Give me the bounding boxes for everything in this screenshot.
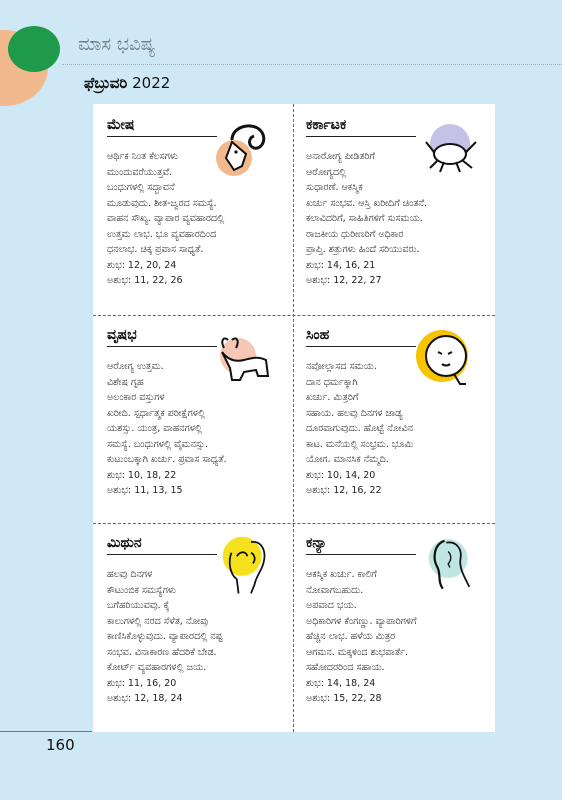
lucky-days: ಶುಭ: 12, 20, 24 bbox=[107, 259, 177, 271]
maiden-icon bbox=[418, 532, 480, 594]
sign-name: ಮಿಥುನ bbox=[107, 535, 142, 551]
text-line: ಕಾಲುಗಳಲ್ಲಿ ನರದ ಸೆಳೆತ, ನೋವು bbox=[107, 615, 209, 627]
text-line: ದೂರವಾಗುವುದು. ಹೊಟ್ಟೆ ನೋವಿನ bbox=[306, 423, 413, 434]
ram-icon bbox=[212, 118, 274, 180]
decorative-green-circle bbox=[8, 26, 60, 72]
page-number: 160 bbox=[46, 736, 75, 754]
text-line: ಅಧಿಕಾರಿಗಳ ಕೆಂಗಣ್ಣು. ವ್ಯಾಪಾರಿಗಳಿಗೆ bbox=[306, 615, 417, 627]
text-line: ಸಹೋದರರಿಂದ ಸಹಾಯ. bbox=[306, 662, 385, 673]
text-line: ಆರ್ಥಿಕ ನಿಂತ ಕೆಲಸಗಳು bbox=[107, 151, 179, 162]
text-line: ಬಗೆಹರಿಯುವವು. ಕೈ bbox=[107, 600, 170, 611]
sign-name: ಕರ್ಕಾಟಕ bbox=[306, 117, 347, 133]
text-line: ಆಗಮನ. ಮಕ್ಕಳಿಂದ ಶುಭವಾರ್ತೆ. bbox=[306, 646, 409, 658]
text-line: ಕಲಾವಿದರಿಗೆ, ಸಾಹಿತಿಗಳಿಗೆ ಸುಸಮಯ. bbox=[306, 213, 423, 224]
text-line: ಕೌಟುಂಬಿಕ ಸಮಸ್ಯೆಗಳು bbox=[107, 584, 177, 596]
sign-name: ಕನ್ಯಾ bbox=[306, 535, 327, 551]
lucky-days: ಶುಭ: 14, 18, 24 bbox=[306, 677, 376, 689]
text-line: ಖರ್ಚು ಸಂಭವ. ಆಸ್ತಿ ಖರೀದಿಗೆ ಚಿಂತನೆ. bbox=[306, 197, 428, 209]
sign-underline bbox=[107, 136, 217, 137]
sign-underline bbox=[306, 136, 416, 137]
sign-name: ವೃಷಭ bbox=[107, 327, 137, 343]
text-line: ಅಲಂಕಾರ ವಸ್ತುಗಳ bbox=[107, 392, 165, 403]
text-line: ಹಲವು ದಿನಗಳ bbox=[107, 569, 153, 580]
text-line: ಆರೋಗ್ಯದಲ್ಲಿ bbox=[306, 166, 347, 178]
lucky-days: ಶುಭ: 10, 14, 20 bbox=[306, 469, 376, 481]
text-line: ಬಂಧುಗಳಲ್ಲಿ ಸದ್ಭಾವನೆ bbox=[107, 182, 175, 193]
lucky-days: ಶುಭ: 10, 18, 22 bbox=[107, 469, 177, 481]
twins-icon bbox=[212, 535, 274, 597]
section-title: ಮಾಸ ಭವಿಷ್ಯ bbox=[78, 34, 156, 55]
sign-underline bbox=[306, 554, 416, 555]
lucky-days: ಶುಭ: 11, 16, 20 bbox=[107, 677, 177, 689]
text-line: ಕೋರ್ಟ್ ವ್ಯವಹಾರಗಳಲ್ಲಿ ಜಯ. bbox=[107, 662, 207, 673]
text-line: ಹೆಚ್ಚಿನ ಲಾಭ. ಹಳೆಯ ಮಿತ್ರರ bbox=[306, 631, 396, 642]
text-line: ಖರ್ಚು. ಮಿತ್ರರಿಗೆ bbox=[306, 392, 359, 403]
text-line: ದಾನ ಧರ್ಮಕ್ಕಾಗಿ bbox=[306, 376, 358, 388]
sign-name: ಮೇಷ bbox=[107, 117, 135, 133]
sign-name: ಸಿಂಹ bbox=[306, 327, 330, 343]
text-line: ಖರೀದಿ. ಸ್ಪರ್ಧಾತ್ಮಕ ಪರೀಕ್ಷೆಗಳಲ್ಲಿ bbox=[107, 407, 206, 419]
text-line: ಆರೋಗ್ಯ ಉತ್ತಮ. bbox=[107, 361, 164, 372]
lucky-days: ಶುಭ: 14, 16, 21 bbox=[306, 259, 376, 271]
sign-underline bbox=[306, 346, 416, 347]
crab-icon bbox=[420, 118, 482, 180]
text-line: ಯಶಸ್ಸು. ಯಂತ್ರ, ವಾಹನಗಳಲ್ಲಿ bbox=[107, 423, 203, 434]
text-line: ಸಮಸ್ಯೆ. ಬಂಧುಗಳಲ್ಲಿ ವೈಮನಸ್ಸು. bbox=[107, 438, 208, 450]
text-line: ಅಪವಾದ ಭಯ. bbox=[306, 600, 357, 611]
text-line: ರಾಜಕೀಯ ಧುರೀಣರಿಗೆ ಅಧಿಕಾರ bbox=[306, 228, 404, 240]
text-line: ವಿಶೇಷ ಗೃಹ bbox=[107, 376, 144, 388]
month-heading bbox=[84, 74, 170, 92]
bull-icon bbox=[214, 330, 276, 392]
sign-underline bbox=[107, 554, 217, 555]
text-line: ನೋವಾಗಬಹುದು. bbox=[306, 584, 364, 596]
unlucky-days: ಅಶುಭ: 11, 22, 26 bbox=[107, 275, 183, 286]
year-label: 2022 bbox=[132, 74, 171, 92]
unlucky-days: ಅಶುಭ: 12, 22, 27 bbox=[306, 275, 382, 286]
text-line: ಯೋಗ. ಮಾನಸಿಕ ನೆಮ್ಮದಿ. bbox=[306, 454, 389, 465]
column-divider bbox=[293, 104, 294, 732]
text-line: ನವೋಲ್ಲಾಸದ ಸಮಯ. bbox=[306, 361, 377, 372]
text-line: ಕಾಟ. ಮನೆಯಲ್ಲಿ ಸಂಭ್ರಮ. ಭೂಮಿ bbox=[306, 438, 414, 450]
text-line: ಮೂಡುವುದು. ಶೀತ-ಜ್ವರದ ಸಮಸ್ಯೆ. bbox=[107, 197, 217, 209]
text-line: ವಾಹನ ಸೌಖ್ಯ. ವ್ಯಾಪಾರ ವ್ಯವಹಾರದಲ್ಲಿ bbox=[107, 213, 225, 224]
unlucky-days: ಅಶುಭ: 15, 22, 28 bbox=[306, 693, 382, 704]
text-line: ಸಂಭವ. ವಿನಾಕಾರಣ ಹೆದರಿಕೆ ಬೇಡ. bbox=[107, 646, 217, 658]
row-divider bbox=[93, 523, 495, 524]
text-line: ಪ್ರಾಪ್ತಿ. ಶತ್ರುಗಳು ಹಿಂದೆ ಸರಿಯುವರು. bbox=[306, 244, 420, 255]
unlucky-days: ಅಶುಭ: 11, 13, 15 bbox=[107, 485, 183, 496]
header-divider bbox=[62, 64, 562, 65]
sign-underline bbox=[107, 346, 217, 347]
unlucky-days: ಅಶುಭ: 12, 16, 22 bbox=[306, 485, 382, 496]
lion-icon bbox=[414, 326, 476, 388]
text-line: ಸುಧಾರಣೆ. ಆಕಸ್ಮಿಕ bbox=[306, 182, 363, 193]
text-line: ಮುಂದುವರೆಯುತ್ತವೆ. bbox=[107, 166, 173, 178]
text-line: ಧನಲಾಭ. ಚಿಕ್ಕ ಪ್ರವಾಸ ಸಾಧ್ಯತೆ. bbox=[107, 244, 204, 255]
text-line: ಕಾಣಿಸಿಕೊಳ್ಳುವುದು. ವ್ಯಾಪಾರದಲ್ಲಿ ನಷ್ಟ bbox=[107, 631, 223, 642]
text-line: ಆಕಸ್ಮಿಕ ಖರ್ಚು. ಕಾಲಿಗೆ bbox=[306, 569, 377, 580]
unlucky-days: ಅಶುಭ: 12, 18, 24 bbox=[107, 693, 183, 704]
row-divider bbox=[93, 315, 495, 316]
text-line: ಕುಟುಂಬಕ್ಕಾಗಿ ಖರ್ಚು. ಪ್ರವಾಸ ಸಾಧ್ಯತೆ. bbox=[107, 454, 227, 465]
month-label: ಫೆಬ್ರುವರಿ bbox=[84, 74, 128, 92]
text-line: ಅನಾರೋಗ್ಯ ಪೀಡಿತರಿಗೆ bbox=[306, 151, 375, 162]
text-line: ಸಹಾಯ. ಹಲವು ದಿನಗಳ ಜಾಡ್ಯ bbox=[306, 407, 403, 419]
text-line: ಉತ್ತಮ ಲಾಭ. ಭೂ ವ್ಯವಹಾರದಿಂದ bbox=[107, 228, 217, 240]
footer-rule bbox=[0, 731, 92, 732]
